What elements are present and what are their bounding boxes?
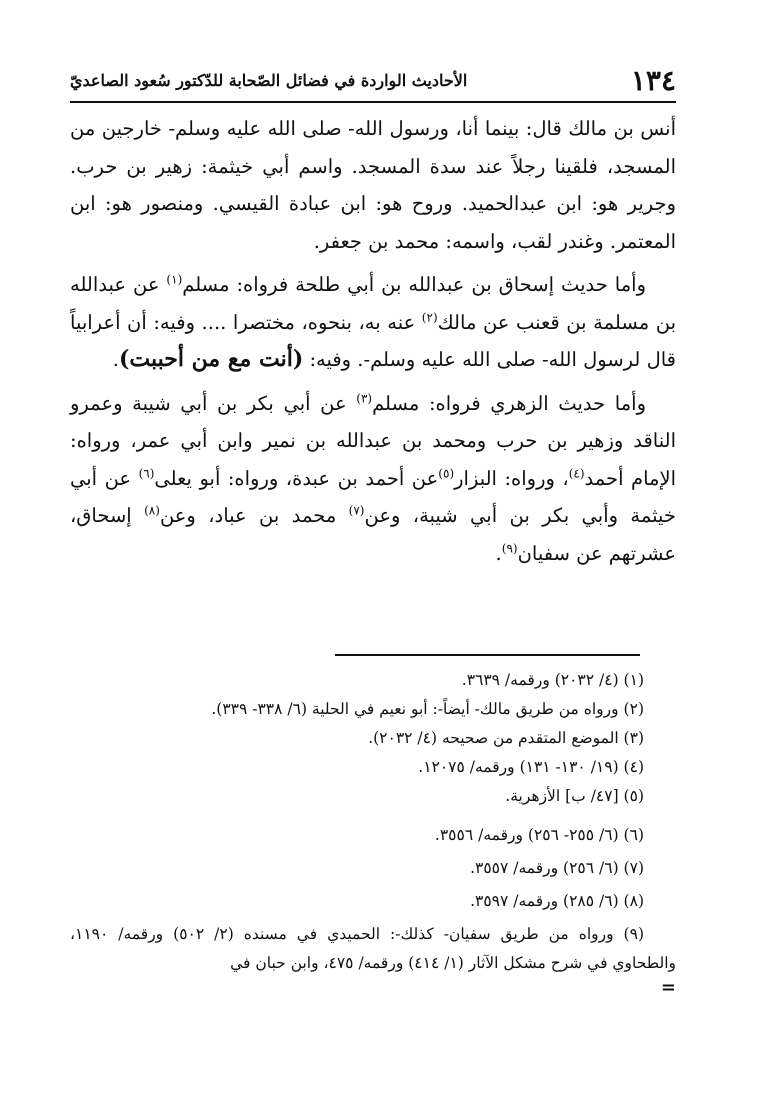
paragraph-1: أنس بن مالك قال: بينما أنا، ورسول الله- صلى الله عليه وسلم- خارجين من المسجد، فلقينا رجلاً عند سدة المسجد. واسم أبي خيثمة: زهير بن حرب. وجرير هو: ابن عبدالحميد. وروح هو: ابن عبادة القيسي. ومنصور هو: ابن المعتمر. وغندر لقب، واسمه: محمد بن جعفر. (70, 117, 676, 253)
running-title: الأحاديث الواردة في فضائل الصّحابة للدّكتور سُعود الصاعديّ (70, 70, 468, 90)
text-run: وأما حديث إسحاق بن عبدالله بن أبي طلحة فرواه: مسلم (182, 273, 646, 296)
footnote-5: (٥) [٤٧/ ب] الأزهرية. (505, 787, 644, 805)
footnote-4: (٤) (١٩/ ١٣٠- ١٣١) ورقمه/ ١٢٠٧٥. (418, 758, 644, 776)
text-run: عن أبي خيثمة وأبي بكر بن أبي شيبة، وعن (70, 466, 676, 527)
footnote-separator (335, 654, 640, 656)
text-run: وأما حديث الزهري فرواه: مسلم (372, 391, 647, 415)
text-run: . (495, 541, 502, 565)
text-run: محمد بن عباد، وعن (159, 504, 349, 527)
footnote-8: (٨) (٦/ ٢٨٥) ورقمه/ ٣٥٩٧. (470, 892, 644, 910)
footnote-6: (٦) (٦/ ٢٥٥- ٢٥٦) ورقمه/ ٣٥٥٦. (434, 826, 644, 844)
footnote-ref-3: (٣) (356, 391, 373, 405)
footnote-3: (٣) الموضع المتقدم من صحيحه (٤/ ٢٠٣٢). (368, 729, 644, 747)
text-run: . (112, 348, 119, 371)
continuation-mark: = (660, 977, 676, 998)
page-header (70, 62, 676, 98)
footnote-ref-7: (٧) (348, 503, 365, 518)
text-run: عن أبي بكر بن أبي شيبة وعمرو الناقد وزهير بن حرب ومحمد بن عبدالله بن نمير وابن أبي عمر، ورواه: الإمام أحمد (70, 391, 677, 490)
footnote-ref-9: (٩) (501, 541, 518, 555)
paragraph-3 (70, 385, 676, 573)
footnote-7: (٧) (٦/ ٢٥٦) ورقمه/ ٣٥٥٧. (470, 859, 644, 877)
page-number: ١٣٤ (630, 63, 676, 97)
footnote-9: (٩) ورواه من طريق سفيان- كذلك-: الحميدي في مسنده (٢/ ٥٠٢) ورقمه/ ١١٩٠، والطحاوي في شرح مشكل الآثار (١/ ٤١٤) ورقمه/ ٤٧٥، وابن حبان في (70, 925, 676, 972)
text-run: عنه به، بنحوه، مختصرا .... وفيه: أن أعرابياً قال لرسول الله- صلى الله عليه وسلم-. وفيه: (70, 310, 676, 371)
text-run: إسحاق، عشرتهم عن سفيان (70, 504, 676, 565)
footnote-ref-4: (٤) (568, 466, 585, 480)
hadith-quote: (أنت مع من أحببت) (119, 346, 304, 372)
footnote-ref-2: (٢) (421, 310, 438, 324)
footnote-1: (١) (٤/ ٢٠٣٢) ورقمه/ ٣٦٣٩. (461, 671, 644, 689)
footnote-ref-1: (١) (166, 272, 183, 287)
footnote-ref-5: (٥) (438, 466, 455, 480)
main-text (70, 110, 676, 572)
text-run: عن أحمد بن عبدة، ورواه: أبو يعلى (154, 466, 439, 490)
footnote-ref-6: (٦) (138, 466, 155, 480)
text-run: عن عبدالله بن مسلمة بن قعنب عن مالك (70, 273, 677, 334)
footnote-2: (٢) ورواه من طريق مالك- أيضاً-: أبو نعيم في الحلية (٦/ ٣٣٨- ٣٣٩). (211, 700, 644, 718)
header-rule (70, 101, 676, 103)
footnotes (70, 666, 676, 998)
text-run: ، ورواه: البزار (454, 466, 569, 490)
paragraph-2 (70, 266, 676, 379)
footnote-ref-8: (٨) (144, 503, 160, 518)
